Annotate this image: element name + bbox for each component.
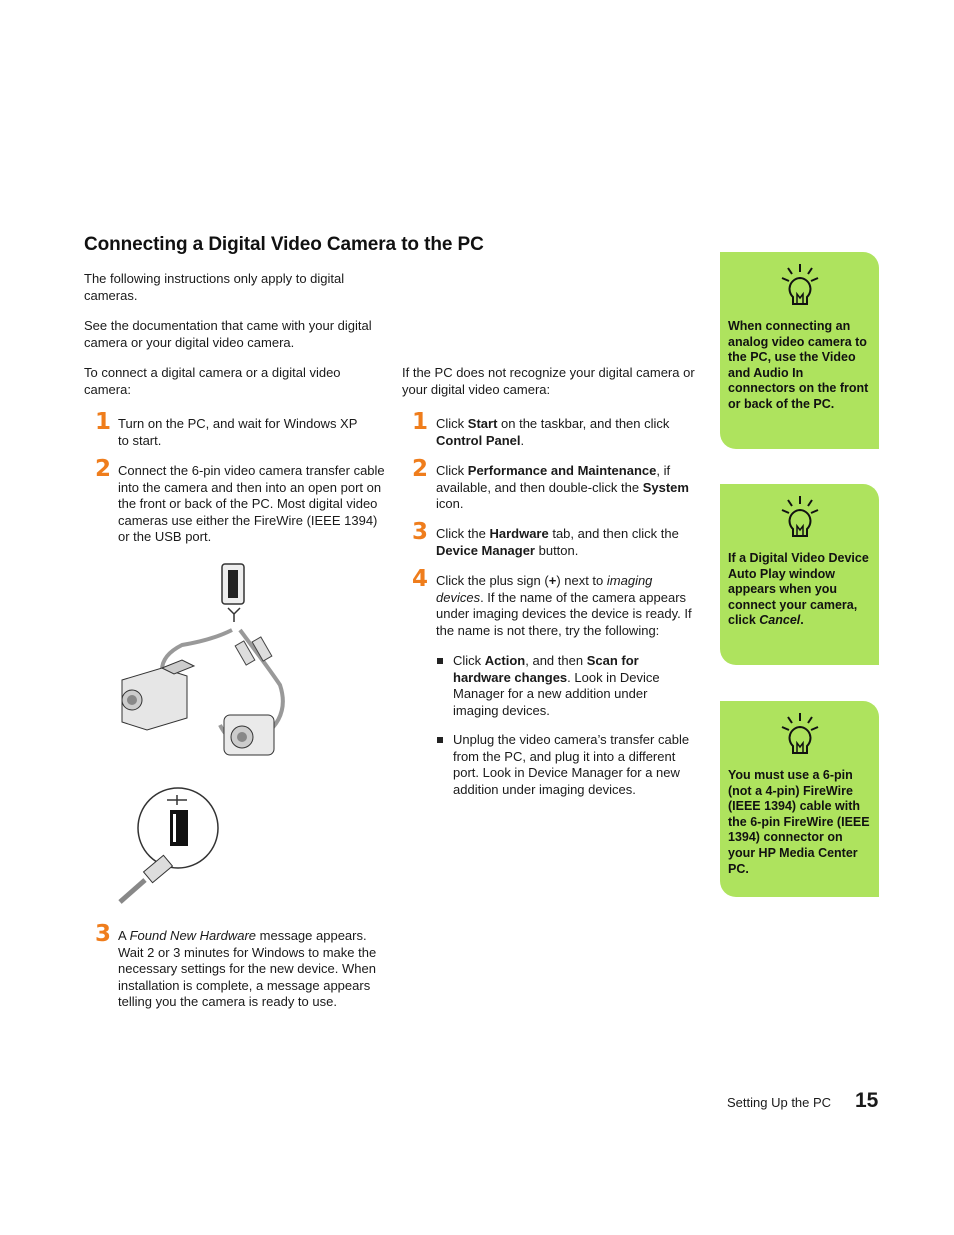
- step-text: Turn on the PC, and wait for Windows XP to start.: [118, 416, 358, 448]
- step-number: 3: [412, 519, 429, 545]
- tip-text: You must use a 6-pin (not a 4-pin) FireWire (IEEE 1394) cable with the 6-pin FireWire (IEEE 1394) connector on your HP Media Center PC.: [728, 768, 870, 876]
- step-text: Click Start on the taskbar, and then click Control Panel.: [436, 416, 670, 448]
- step-number: 2: [412, 456, 429, 482]
- step-text: A Found New Hardware message appears. Wait 2 or 3 minutes for Windows to make the necessary settings for the new device. When installation is complete, a message appears telling you the camera is ready to use.: [118, 928, 377, 1009]
- tip-box: [720, 701, 879, 897]
- footer-section-label: Setting Up the PC: [727, 1095, 832, 1110]
- tip-box: [720, 252, 879, 449]
- page-number: 15: [855, 1089, 879, 1112]
- step-text: Connect the 6-pin video camera transfer cable into the camera and then into an open port on the front or back of the PC. Most digital video cameras use either the FireWire (IEEE 1394) or the USB port.: [118, 463, 385, 544]
- firewire-camera-illustration: [112, 560, 302, 770]
- lightbulb-icon: [780, 711, 820, 761]
- lightbulb-icon: [780, 494, 820, 544]
- bullet-marker: [437, 658, 443, 664]
- intro-paragraph-3: To connect a digital camera or a digital video camera:: [84, 365, 341, 397]
- bullet-text: Click Action, and then Scan for hardware changes. Look in Device Manager for a new addition under imaging devices.: [453, 653, 660, 718]
- tip-box: [720, 484, 879, 665]
- usb-port-illustration: [115, 780, 225, 905]
- page-title: Connecting a Digital Video Camera to the PC: [84, 234, 484, 255]
- tip-text: When connecting an analog video camera to the PC, use the Video and Audio In connectors on the front or back of the PC.: [728, 319, 869, 411]
- lightbulb-icon: [780, 262, 820, 312]
- step-text: Click the Hardware tab, and then click the Device Manager button.: [436, 526, 679, 558]
- step-number: 4: [412, 566, 429, 592]
- bullet-marker: [437, 737, 443, 743]
- step-number: 1: [95, 409, 112, 435]
- step-number: 2: [95, 456, 112, 482]
- step-number: 3: [95, 921, 112, 947]
- intro-paragraph-2: See the documentation that came with your digital camera or your digital video camera.: [84, 318, 372, 350]
- intro-paragraph-right: If the PC does not recognize your digital camera or your digital video camera:: [402, 365, 695, 397]
- intro-paragraph-1: The following instructions only apply to digital cameras.: [84, 271, 345, 303]
- step-text: Click Performance and Maintenance, if available, and then double-click the System icon.: [436, 463, 689, 511]
- bullet-text: Unplug the video camera’s transfer cable from the PC, and plug it into a different port. Look in Device Manager for a new addition under imaging devices.: [453, 732, 690, 797]
- step-text: Click the plus sign (+) next to imaging devices. If the name of the camera appears under imaging devices the device is ready. If the name is not there, try the following:: [436, 573, 692, 638]
- tip-text: If a Digital Video Device Auto Play window appears when you connect your camera, click Cancel.: [728, 551, 869, 628]
- step-number: 1: [412, 409, 429, 435]
